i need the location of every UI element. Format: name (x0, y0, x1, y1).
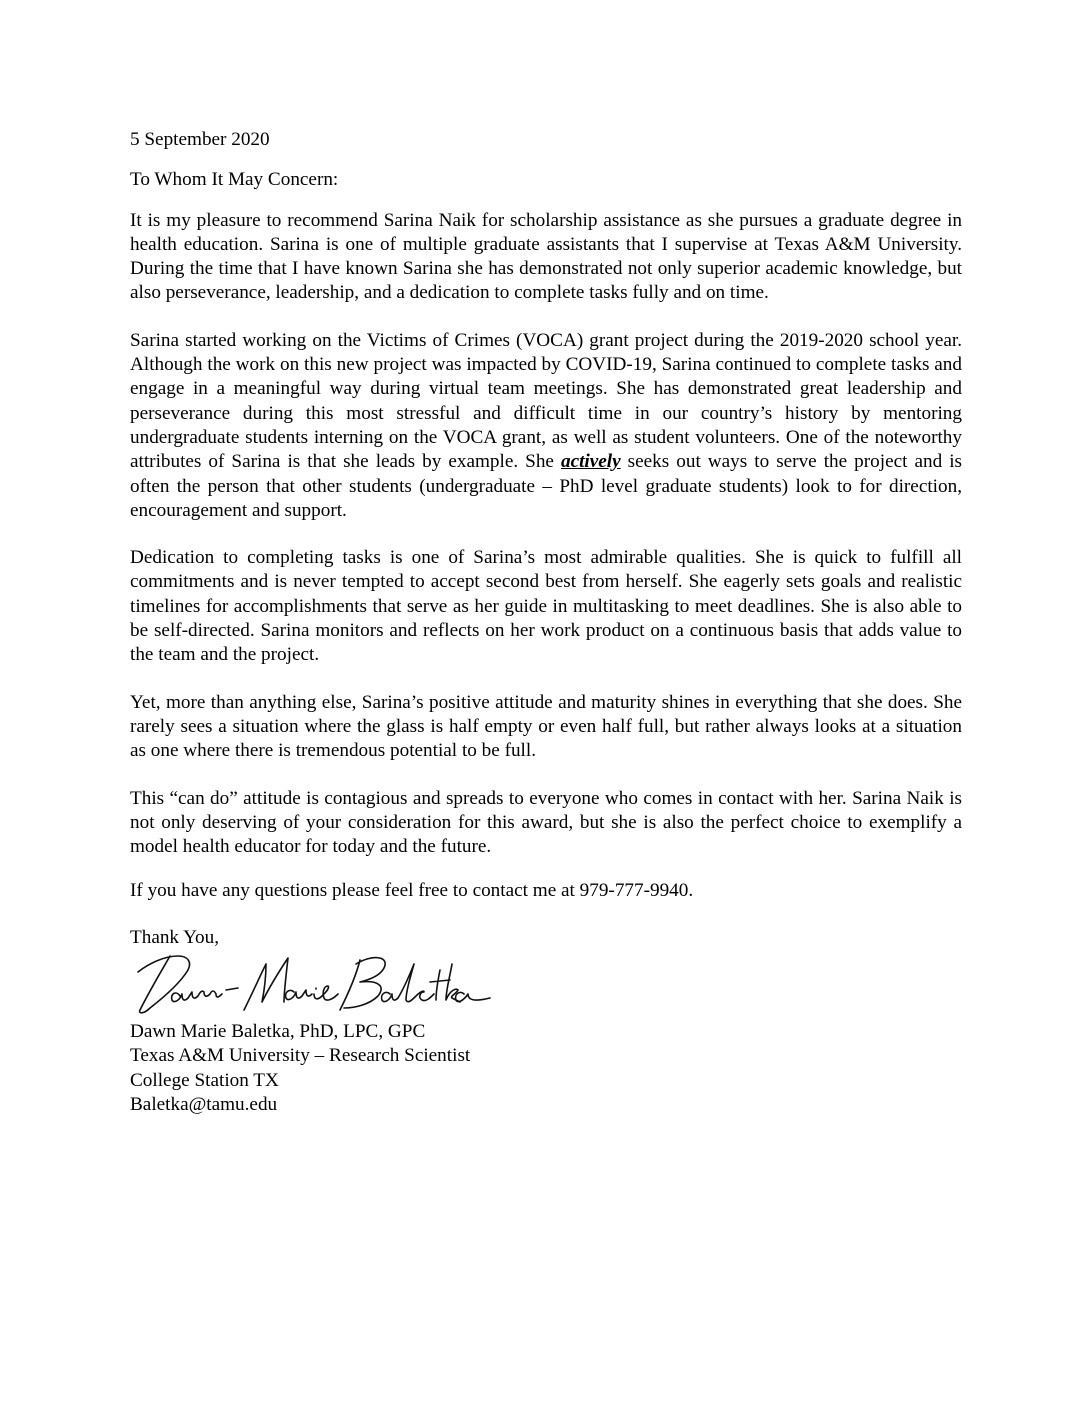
paragraph-introduction: It is my pleasure to recommend Sarina Naik for scholarship assistance as she pursues a graduate degree in health education. Sarina is one of multiple graduate assistants that I supervise at Texas A&M University. During the time that I have known Sarina she has demonstrated not only superior academic knowledge, but also perseverance, leadership, and a dedication to complete tasks fully and on time. (130, 209, 962, 304)
paragraph-voca-project-text-a: Sarina started working on the Victims of Crimes (VOCA) grant project during the 2019-2020 school year. Although the work on this new project was impacted by COVID-19, Sarina continued to complete tasks and engage in a meaningful way during virtual team meetings. She has demonstrated great leadership and perseverance during this most stressful and difficult time in our country’s history by mentoring undergraduate students interning on the VOCA grant, as well as student volunteers. One of the noteworthy attributes of Sarina is that she leads by example. She (130, 329, 962, 473)
paragraph-voca-project (130, 329, 962, 523)
letter-body (130, 128, 962, 1117)
paragraph-attitude: Yet, more than anything else, Sarina’s positive attitude and maturity shines in everything that she does. She rarely sees a situation where the glass is half empty or even half full, but rather always looks at a situation as one where there is tremendous potential to be full. (130, 691, 962, 762)
emphasized-word: actively (560, 451, 621, 473)
signer-email: Baletka@tamu.edu (130, 1093, 278, 1115)
contact-line: If you have any questions please feel free to contact me at 979-777-9940. (130, 880, 694, 902)
signer-name: Dawn Marie Baletka, PhD, LPC, GPC (130, 1021, 426, 1043)
signer-location: College Station TX (130, 1069, 279, 1091)
paragraph-can-do: This “can do” attitude is contagious and spreads to everyone who comes in contact with her. Sarina Naik is not only deserving of your consideration for this award, but she is also the perfect choice to exemplify a model health educator for today and the future. (130, 787, 962, 858)
paragraph-voca-project-text-b: seeks out ways to serve the project and is often the person that other students (undergraduate – PhD level graduate students) look to for direction, encouragement and support. (130, 451, 962, 521)
paragraph-dedication: Dedication to completing tasks is one of Sarina’s most admirable qualities. She is quick to fulfill all commitments and is never tempted to accept second best from herself. She eagerly sets goals and realistic timelines for accomplishments that serve as her guide in multitasking to meet deadlines. She is also able to be self-directed. Sarina monitors and reflects on her work product on a continuous basis that adds value to the team and the project. (130, 547, 962, 666)
signer-title: Texas A&M University – Research Scientist (130, 1045, 471, 1067)
signature-block (130, 1020, 962, 1117)
handwritten-signature (134, 950, 494, 1020)
signature-drawing (134, 950, 494, 1020)
closing: Thank You, (130, 926, 220, 948)
salutation: To Whom It May Concern: (130, 169, 339, 191)
letter-date: 5 September 2020 (130, 129, 270, 150)
